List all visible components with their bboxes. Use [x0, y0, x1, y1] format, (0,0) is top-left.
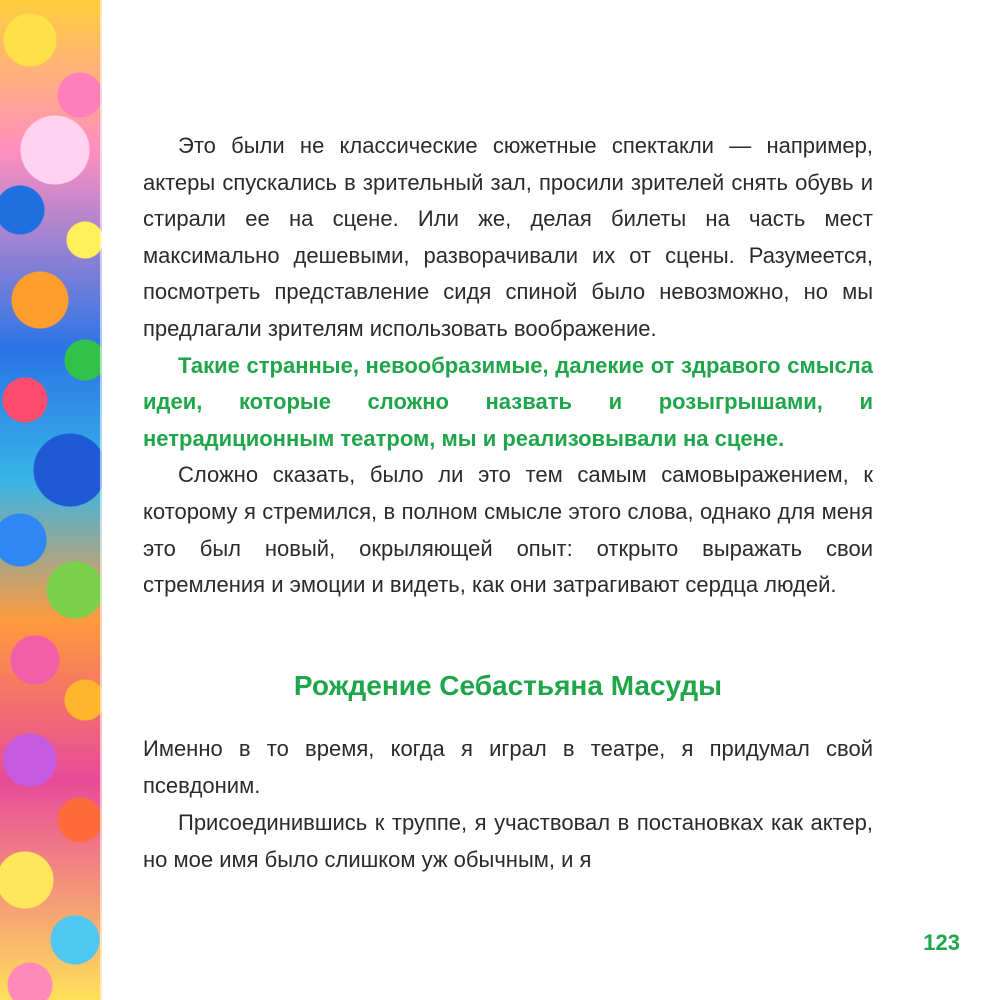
section-body-text [143, 730, 873, 878]
candy-photo-strip [0, 0, 102, 1000]
section-paragraph-1: Именно в то время, когда я играл в театре, я придумал свой псевдоним. [143, 736, 873, 798]
photo-edge-divider [100, 0, 104, 1000]
section-paragraph-2: Присоединившись к труппе, я участвовал в постановках как актер, но мое имя было слишком уж обычным, и я [143, 810, 873, 872]
paragraph-1: Это были не классические сюжетные спектакли — например, актеры спускались в зрительный зал, просили зрителей снять обувь и стирали ее на сцене. Или же, делая билеты на часть мест максимально дешевыми, разворачивали их от сцены. Разумеется, посмотреть представление сидя спиной было невозможно, но мы предлагали зрителям использовать воображение. [143, 133, 873, 341]
highlighted-paragraph: Такие странные, невообразимые, далекие от здравого смысла идеи, которые сложно назвать и розыгрышами, и нетрадиционным театром, мы и реализовывали на сцене. [143, 352, 873, 451]
body-text [143, 128, 873, 604]
paragraph-3: Сложно сказать, было ли это тем самым самовыражением, к которому я стремился, в полном смысле этого слова, однако для меня это был новый, окрыляющей опыт: открыто выражать свои стремления и эмоции и видеть, как они затрагивают сердца людей. [143, 462, 873, 598]
page-number: 123 [923, 930, 960, 955]
section-heading: Рождение Себастьяна Масуды [293, 670, 723, 701]
